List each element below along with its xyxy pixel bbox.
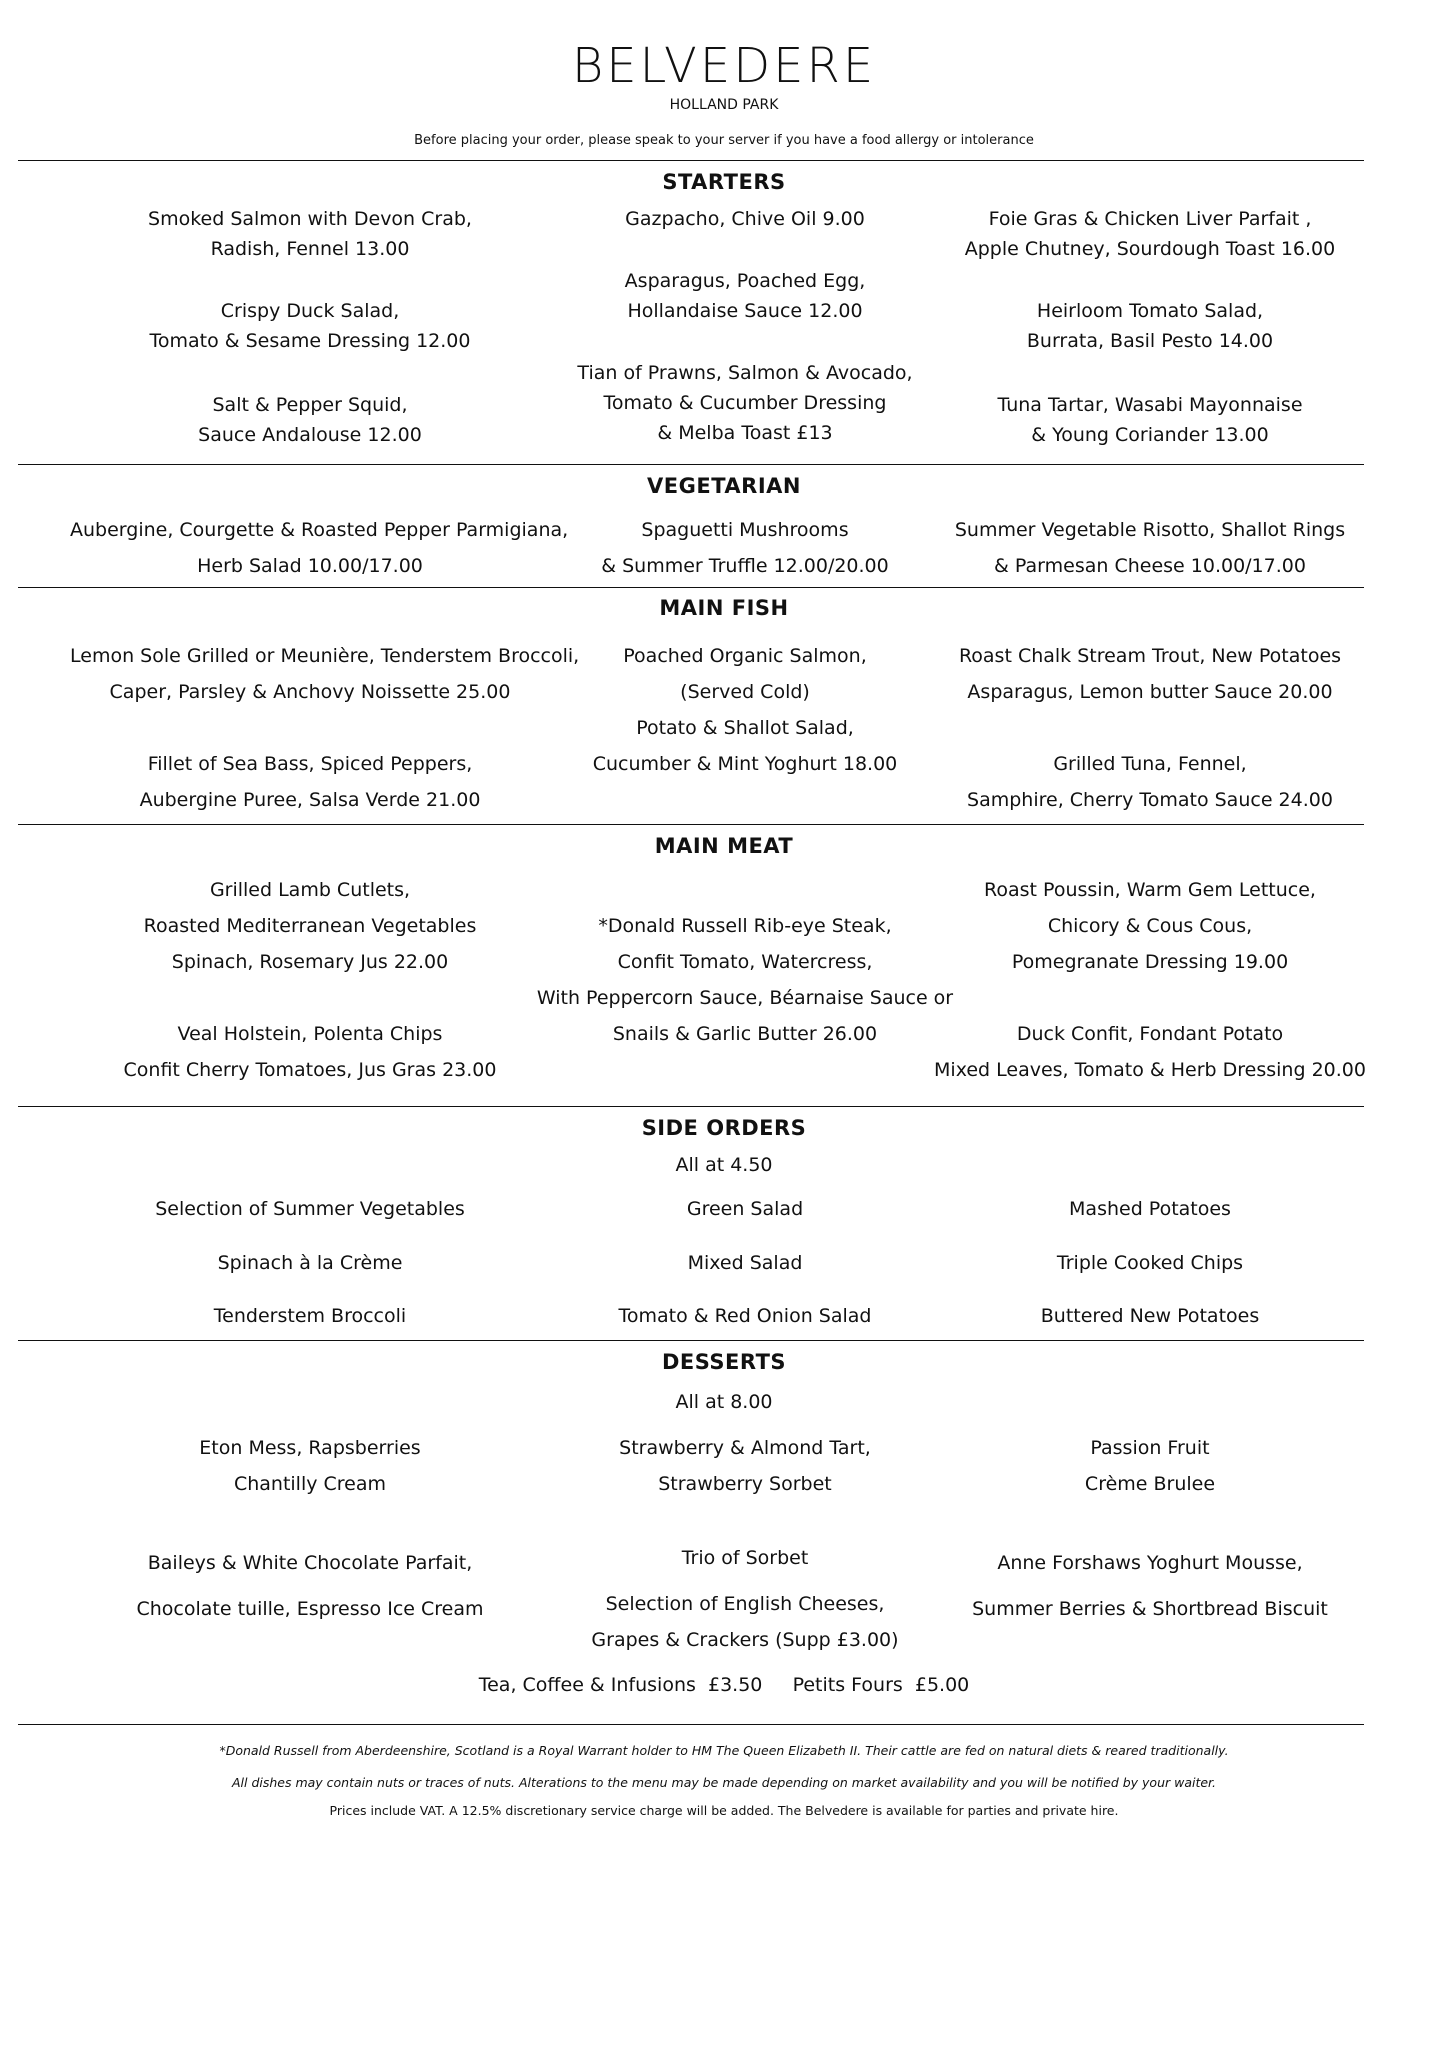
- item-line: Burrata, Basil Pesto 14.00: [1026, 330, 1274, 352]
- dessert-item: [910, 1540, 1390, 1632]
- divider: [18, 160, 1364, 161]
- desserts-price-note: All at 8.00: [675, 1391, 773, 1413]
- allergy-notice: Before placing your order, please speak to your server if you have a food allergy or intolerance: [414, 133, 1034, 148]
- side-item: Buttered New Potatoes: [1040, 1305, 1260, 1327]
- item-line: Trio of Sorbet: [681, 1547, 809, 1569]
- divider: [18, 1340, 1364, 1341]
- starters-item: [910, 204, 1390, 264]
- item-line: (Served Cold): [680, 681, 810, 703]
- item-line: Summer Vegetable Risotto, Shallot Rings: [954, 519, 1346, 541]
- starters-item: [70, 204, 550, 264]
- item-line: Hollandaise Sauce 12.00: [627, 300, 863, 322]
- side-orders-price-note: All at 4.50: [675, 1154, 773, 1176]
- item-line: Roasted Mediterranean Vegetables: [143, 915, 477, 937]
- main-meat-item: [530, 908, 960, 1052]
- item-line: Asparagus, Lemon butter Sauce 20.00: [967, 681, 1333, 703]
- item-line: Mixed Leaves, Tomato & Herb Dressing 20.00: [934, 1059, 1366, 1081]
- side-item: Mixed Salad: [687, 1252, 803, 1274]
- item-line: Chocolate tuille, Espresso Ice Cream: [136, 1598, 484, 1620]
- dessert-item: [70, 1540, 550, 1632]
- divider: [18, 587, 1364, 588]
- item-line: Caper, Parsley & Anchovy Noissette 25.00: [109, 681, 511, 703]
- item-line: Baileys & White Chocolate Parfait,: [147, 1552, 473, 1574]
- item-line: Grapes & Crackers (Supp £3.00): [591, 1629, 899, 1651]
- starters-item: [530, 358, 960, 448]
- item-line: Aubergine, Courgette & Roasted Pepper Parmigiana,: [70, 519, 569, 541]
- restaurant-location: HOLLAND PARK: [669, 97, 779, 113]
- starters-item: [910, 390, 1390, 450]
- item-line: Crème Brulee: [1084, 1473, 1216, 1495]
- item-line: Herb Salad 10.00/17.00: [197, 555, 423, 577]
- item-line: Sauce Andalouse 12.00: [198, 424, 422, 446]
- item-line: Snails & Garlic Butter 26.00: [612, 1023, 878, 1045]
- item-line: Asparagus, Poached Egg,: [624, 270, 866, 292]
- item-line: Tian of Prawns, Salmon & Avocado,: [577, 362, 913, 384]
- main-meat-item: [70, 872, 550, 980]
- restaurant-name: BELVEDERE: [571, 38, 877, 94]
- vegetarian-item: [910, 512, 1390, 584]
- dessert-item: [910, 1430, 1390, 1502]
- item-line: Chicory & Cous Cous,: [1047, 915, 1253, 937]
- item-line: Strawberry & Almond Tart,: [619, 1437, 871, 1459]
- main-fish-item: [530, 638, 960, 782]
- main-fish-item: [910, 638, 1390, 710]
- dessert-item: [530, 1430, 960, 1502]
- item-line: Passion Fruit: [1090, 1437, 1210, 1459]
- item-line: With Peppercorn Sauce, Béarnaise Sauce or: [536, 987, 954, 1009]
- item-line: Salt & Pepper Squid,: [212, 394, 408, 416]
- section-title-vegetarian: VEGETARIAN: [647, 474, 801, 498]
- item-line: Selection of English Cheeses,: [605, 1593, 885, 1615]
- item-line: & Young Coriander 13.00: [1031, 424, 1269, 446]
- footer-note-allergens: All dishes may contain nuts or traces of nuts. Alterations to the menu may be made depending on market availability and you will be notified by your waiter.: [231, 1775, 1217, 1790]
- item-line: Confit Tomato, Watercress,: [617, 951, 873, 973]
- section-title-starters: STARTERS: [662, 170, 786, 194]
- item-line: Cucumber & Mint Yoghurt 18.00: [592, 753, 898, 775]
- item-line: Radish, Fennel 13.00: [210, 238, 410, 260]
- item-line: Pomegranate Dressing 19.00: [1011, 951, 1289, 973]
- main-fish-item: [910, 746, 1390, 818]
- divider: [18, 464, 1364, 465]
- item-line: Apple Chutney, Sourdough Toast 16.00: [964, 238, 1336, 260]
- item-line: Heirloom Tomato Salad,: [1036, 300, 1264, 322]
- main-fish-item: [70, 746, 550, 818]
- section-title-desserts: DESSERTS: [661, 1350, 787, 1374]
- item-line: Tomato & Sesame Dressing 12.00: [149, 330, 471, 352]
- starters-item: [70, 296, 550, 356]
- item-line: Strawberry Sorbet: [658, 1473, 832, 1495]
- item-line: Summer Berries & Shortbread Biscuit: [972, 1598, 1328, 1620]
- section-title-main-fish: MAIN FISH: [659, 596, 789, 620]
- main-fish-item: [70, 638, 580, 710]
- vegetarian-item: [70, 512, 569, 584]
- item-line: Roast Poussin, Warm Gem Lettuce,: [984, 879, 1316, 901]
- side-item: Mashed Potatoes: [1069, 1198, 1231, 1220]
- item-line: Poached Organic Salmon,: [623, 645, 867, 667]
- side-item: Triple Cooked Chips: [1056, 1252, 1244, 1274]
- item-line: & Parmesan Cheese 10.00/17.00: [994, 555, 1306, 577]
- dessert-item: [70, 1430, 550, 1502]
- item-line: Eton Mess, Rapsberries: [199, 1437, 421, 1459]
- side-item: Green Salad: [686, 1198, 804, 1220]
- starters-item: [910, 296, 1390, 356]
- item-line: Potato & Shallot Salad,: [636, 717, 854, 739]
- item-line: Spaguetti Mushrooms: [641, 519, 849, 541]
- side-item: Spinach à la Crème: [217, 1252, 403, 1274]
- item-line: Roast Chalk Stream Trout, New Potatoes: [958, 645, 1342, 667]
- drinks-line: Tea, Coffee & Infusions £3.50 Petits Fours £5.00: [478, 1674, 970, 1696]
- item-line: & Summer Truffle 12.00/20.00: [601, 555, 889, 577]
- divider: [18, 824, 1364, 825]
- item-line: Chantilly Cream: [233, 1473, 387, 1495]
- dessert-item: [530, 1540, 960, 1576]
- vegetarian-item: [530, 512, 960, 584]
- item-line: Grilled Tuna, Fennel,: [1053, 753, 1247, 775]
- starters-item: [530, 204, 960, 234]
- item-line: Veal Holstein, Polenta Chips: [177, 1023, 443, 1045]
- item-line: Anne Forshaws Yoghurt Mousse,: [997, 1552, 1303, 1574]
- item-line: Smoked Salmon with Devon Crab,: [148, 208, 472, 230]
- item-line: Duck Confit, Fondant Potato: [1016, 1023, 1284, 1045]
- divider: [18, 1106, 1364, 1107]
- item-line: Spinach, Rosemary Jus 22.00: [171, 951, 449, 973]
- item-line: Foie Gras & Chicken Liver Parfait ,: [988, 208, 1312, 230]
- item-line: Fillet of Sea Bass, Spiced Peppers,: [147, 753, 473, 775]
- starters-item: [530, 266, 960, 326]
- section-title-main-meat: MAIN MEAT: [654, 834, 794, 858]
- item-line: & Melba Toast £13: [657, 422, 833, 444]
- section-title-side-orders: SIDE ORDERS: [641, 1116, 807, 1140]
- main-meat-item: [910, 872, 1390, 980]
- item-line: Gazpacho, Chive Oil 9.00: [625, 208, 865, 230]
- side-item: Selection of Summer Vegetables: [155, 1198, 465, 1220]
- side-item: Tomato & Red Onion Salad: [618, 1305, 872, 1327]
- item-line: Tuna Tartar, Wasabi Mayonnaise: [997, 394, 1303, 416]
- divider: [18, 1724, 1364, 1725]
- dessert-item: [530, 1586, 960, 1658]
- starters-item: [70, 390, 550, 450]
- main-meat-item: [70, 1016, 550, 1088]
- item-line: Tomato & Cucumber Dressing: [603, 392, 887, 414]
- item-line: Samphire, Cherry Tomato Sauce 24.00: [967, 789, 1333, 811]
- item-line: Grilled Lamb Cutlets,: [209, 879, 411, 901]
- item-line: Crispy Duck Salad,: [220, 300, 400, 322]
- footer-note-beef: *Donald Russell from Aberdeenshire, Scotland is a Royal Warrant holder to HM The Queen Elizabeth II. Their cattle are fed on natural diets & reared traditionally.: [219, 1743, 1229, 1758]
- item-line: Confit Cherry Tomatoes, Jus Gras 23.00: [123, 1059, 497, 1081]
- side-item: Tenderstem Broccoli: [213, 1305, 407, 1327]
- footer-note-prices: Prices include VAT. A 12.5% discretionary service charge will be added. The Belvedere is available for parties and private hire.: [329, 1803, 1119, 1818]
- item-line: *Donald Russell Rib-eye Steak,: [598, 915, 892, 937]
- item-line: Lemon Sole Grilled or Meunière, Tenderstem Broccoli,: [70, 645, 580, 667]
- main-meat-item: [910, 1016, 1390, 1088]
- item-line: Aubergine Puree, Salsa Verde 21.00: [139, 789, 481, 811]
